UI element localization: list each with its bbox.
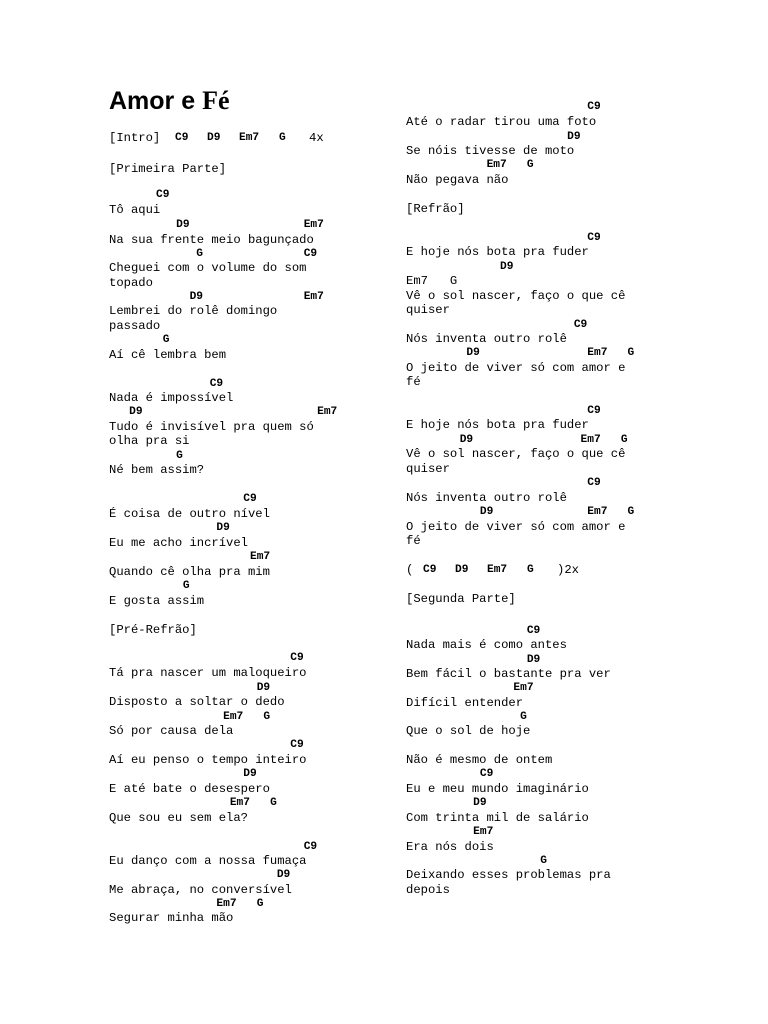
lyric-line: Aí eu penso o tempo inteiro [109,753,307,767]
lyric-line: Era nós dois [406,840,494,854]
lyric-line: O jeito de viver só com amor e [406,520,626,534]
lyric-line: Tá pra nascer um maloqueiro [109,666,307,680]
lyric-line: Não é mesmo de ontem [406,753,553,767]
chord-name: D9 [207,132,221,144]
lyric-line: Disposto a soltar o dedo [109,695,285,709]
chord-line: G [109,450,183,462]
lyric-line: Segurar minha mão [109,911,234,925]
lyric-line: Vê o sol nascer, faço o que cê [406,447,626,461]
chord-line: Em7 G [109,797,277,809]
lyric-line: Se nóis tivesse de moto [406,144,575,158]
chord-line: C9 [109,652,304,664]
chord-line: D9 [406,261,514,273]
chord-line: D9 Em7 [109,291,324,303]
chord-line: Em7 [406,826,494,838]
lyric-line: E hoje nós bota pra fuder [406,418,589,432]
chord-line: D9 Em7 G [406,434,628,446]
chord-line: C9 [406,625,541,637]
lyric-line: Na sua frente meio bagunçado [109,233,314,247]
chord-line: Em7 [406,682,534,694]
chord-line: Em7 G [109,711,271,723]
lyric-line: quiser [406,462,450,476]
lyric-line: Né bem assim? [109,463,205,477]
lyric-line: quiser [406,303,450,317]
chord-line: C9 [406,477,601,489]
chord-line: D9 [406,797,487,809]
chord-name: Em7 [239,132,260,144]
lyric-line: E até bate o desespero [109,782,270,796]
lyric-line: Com trinta mil de salário [406,811,589,825]
lyric-line: Vê o sol nascer, faço o que cê [406,289,626,303]
chord-name: G [527,564,534,576]
lyric-line: Eu me acho incrível [109,536,248,550]
lyric-line: topado [109,276,153,290]
lyric-line: [Pré-Refrão] [109,623,197,637]
chord-line: C9 [406,319,588,331]
chord-name: D9 [455,564,469,576]
chord-line: C9 [109,493,257,505]
chord-line: Em7 G [109,898,264,910]
lyric-line: passado [109,319,161,333]
lyric-line: Até o radar tirou uma foto [406,115,597,129]
chord-line: G [406,855,547,867]
lyric-line: olha pra si [109,434,190,448]
lyric-line: É coisa de outro nível [109,507,270,521]
lyric-line: Quando cê olha pra mim [109,565,270,579]
lyric-line: [Segunda Parte] [406,592,516,606]
lyric-line: Me abraça, no conversível [109,883,292,897]
lyric-line: Aí cê lembra bem [109,348,227,362]
lyric-line: Nada mais é como antes [406,638,567,652]
lyric-line: Nada é impossível [109,391,234,405]
chord-line: G C9 [109,248,318,260]
song-title-main: Amor e [109,87,203,115]
lyric-line: ( [406,563,421,577]
lyric-line: E hoje nós bota pra fuder [406,245,589,259]
chord-line: C9 [406,232,601,244]
chord-line: C9 [406,101,601,113]
chord-line: D9 [406,131,581,143]
lyric-line: E gosta assim [109,594,205,608]
lyric-line: Cheguei com o volume do som [109,261,307,275]
chord-line: D9 [406,654,541,666]
lyric-line: Não pegava não [406,173,509,187]
lyric-line: Lembrei do rolê domingo [109,304,278,318]
chord-line: D9 Em7 G [406,506,635,518]
lyric-line: O jeito de viver só com amor e [406,361,626,375]
lyric-line: Tudo é invisível pra quem só [109,420,314,434]
chord-line: G [109,580,190,592]
chord-line: D9 [109,682,271,694]
chord-line: D9 Em7 G [406,347,635,359]
lyric-line: [Refrão] [406,202,465,216]
chord-line: C9 [109,189,170,201]
chord-line: C9 [406,768,494,780]
chord-line: D9 [109,522,230,534]
lyric-line: Eu e meu mundo imaginário [406,782,589,796]
chord-line: D9 [109,768,257,780]
chord-repeat-marker: 4x [309,131,324,145]
chord-name: Em7 [487,564,508,576]
lyric-line: Tô aqui [109,203,161,217]
lyric-line: [Primeira Parte] [109,162,227,176]
song-title-accent: Fé [202,86,230,115]
lyric-line: Nós inventa outro rolê [406,332,567,346]
chord-line: G [109,334,170,346]
chord-line: C9 [109,841,318,853]
lyric-line: [Intro] [109,131,168,145]
chord-line: C9 [109,378,224,390]
chord-repeat-marker: )2x [557,563,579,577]
chord-line: Em7 G [406,159,534,171]
lyric-line: Bem fácil o bastante pra ver [406,667,611,681]
chord-name: C9 [175,132,189,144]
lyric-line: Em7 G [406,274,458,288]
lyric-line: Que o sol de hoje [406,724,531,738]
lyric-line: Só por causa dela [109,724,234,738]
chord-line: C9 [406,405,601,417]
lyric-line: depois [406,883,450,897]
chord-line: G [406,711,527,723]
lyric-line: Eu danço com a nossa fumaça [109,854,307,868]
lyric-line: Nós inventa outro rolê [406,491,567,505]
chord-line: Em7 [109,551,271,563]
chord-name: G [279,132,286,144]
chord-line: D9 Em7 [109,406,338,418]
lyric-line: Difícil entender [406,696,524,710]
lyric-line: Que sou eu sem ela? [109,811,248,825]
chord-line: D9 [109,869,291,881]
lyric-line: fé [406,375,421,389]
chord-name: C9 [423,564,437,576]
chord-line: C9 [109,739,304,751]
chord-line: D9 Em7 [109,219,324,231]
lyric-line: Deixando esses problemas pra [406,868,611,882]
lyric-line: fé [406,534,421,548]
